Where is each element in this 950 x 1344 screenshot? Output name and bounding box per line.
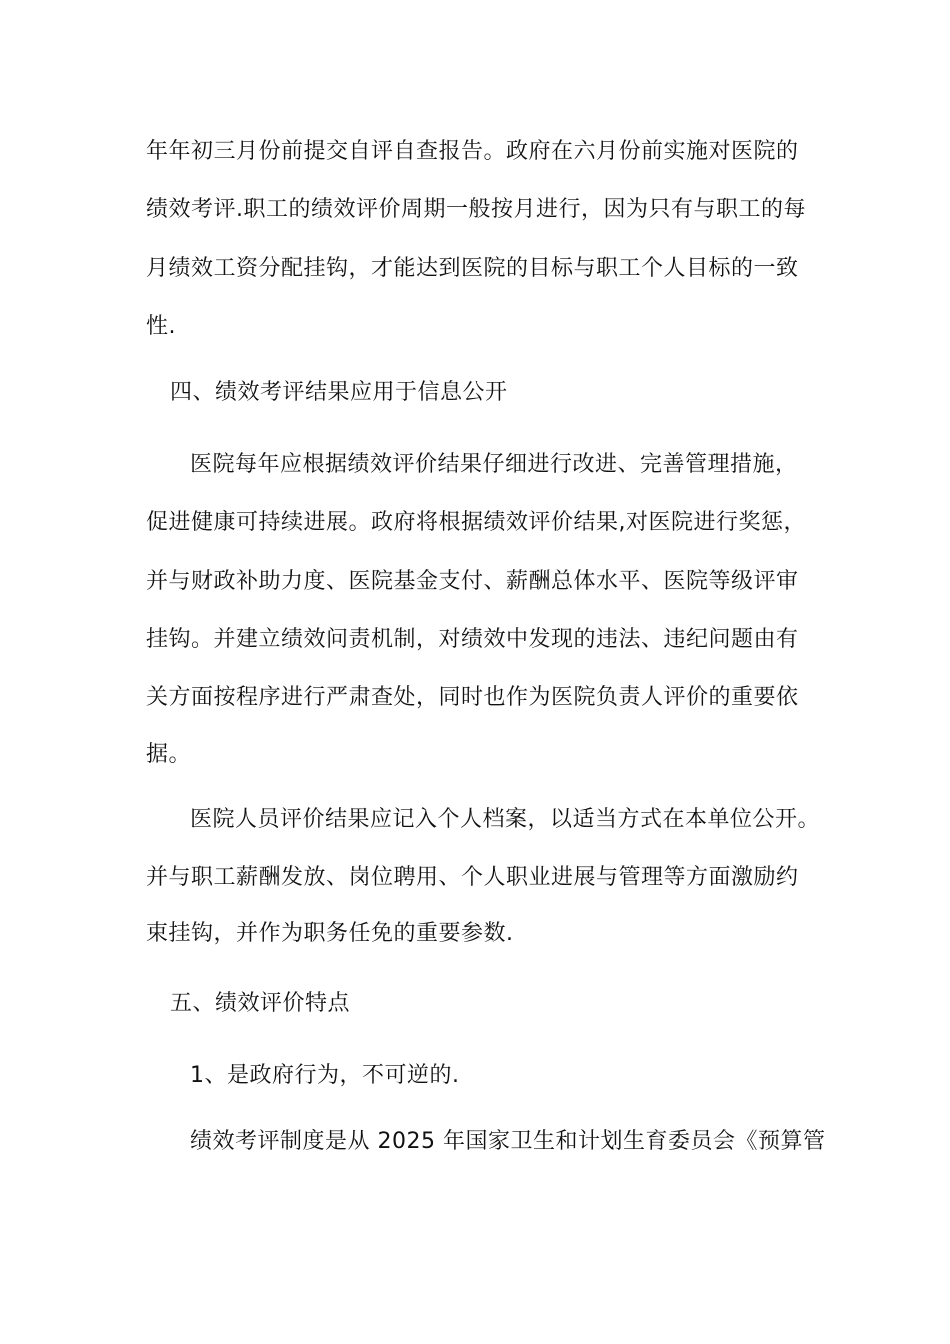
section-heading-5: 五、绩效评价特点	[170, 991, 351, 1016]
paragraph-line: 据。	[146, 742, 192, 767]
paragraph-line: 年年初三月份前提交自评自查报告。政府在六月份前实施对医院的	[146, 139, 799, 164]
paragraph-line: 关方面按程序进行严肃查处，同时也作为医院负责人评价的重要依	[146, 685, 799, 710]
paragraph-line: 绩效考评.职工的绩效评价周期一般按月进行，因为只有与职工的每	[146, 197, 806, 222]
paragraph-line: 性.	[146, 314, 176, 339]
section-heading-4: 四、绩效考评结果应用于信息公开	[170, 380, 508, 405]
paragraph-line: 促进健康可持续进展。政府将根据绩效评价结果,对医院进行奖惩，	[146, 510, 806, 535]
paragraph-line: 挂钩。并建立绩效问责机制，对绩效中发现的违法、违纪问题由有	[146, 627, 799, 652]
paragraph-line: 绩效考评制度是从 2025 年国家卫生和计划生育委员会《预算管	[190, 1129, 826, 1154]
paragraph-line: 医院每年应根据绩效评价结果仔细进行改进、完善管理措施，	[190, 452, 798, 477]
paragraph-line: 医院人员评价结果应记入个人档案，以适当方式在本单位公开。	[190, 807, 821, 832]
paragraph-line: 束挂钩，并作为职务任免的重要参数.	[146, 921, 514, 946]
paragraph-line: 并与职工薪酬发放、岗位聘用、个人职业进展与管理等方面激励约	[146, 865, 799, 890]
paragraph-line: 并与财政补助力度、医院基金支付、薪酬总体水平、医院等级评审	[146, 569, 799, 594]
paragraph-line: 月绩效工资分配挂钩，才能达到医院的目标与职工个人目标的一致	[146, 256, 799, 281]
list-item-1: 1、是政府行为，不可逆的.	[190, 1063, 460, 1088]
